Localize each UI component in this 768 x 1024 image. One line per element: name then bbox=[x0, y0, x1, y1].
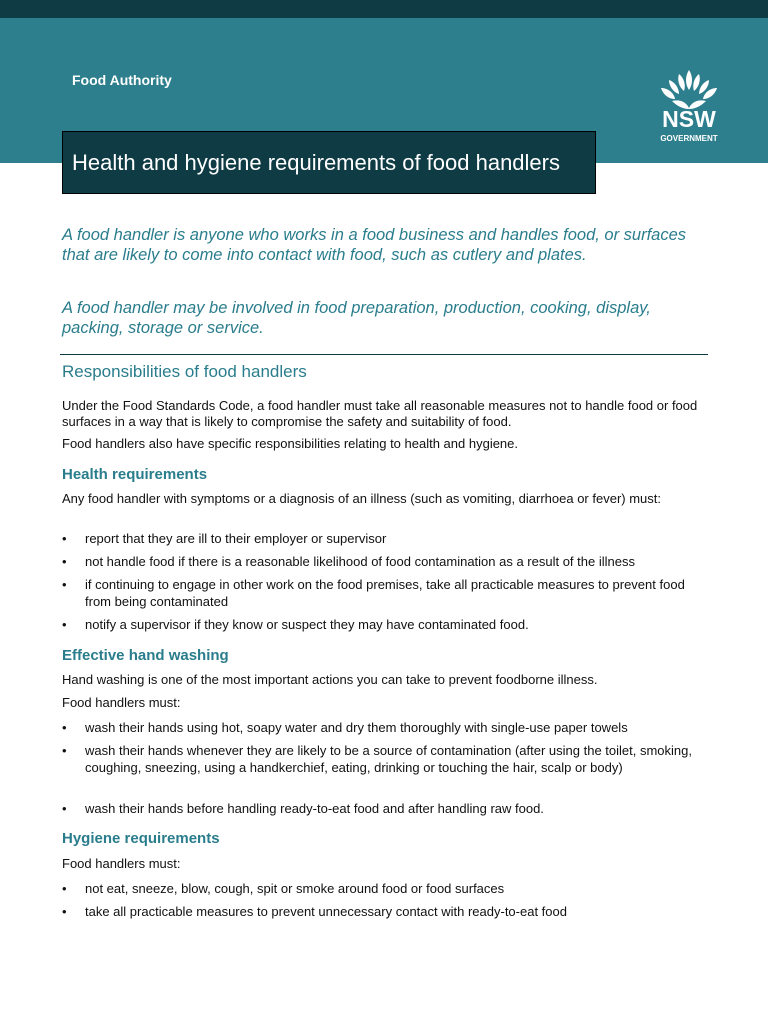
page-title: Health and hygiene requirements of food handlers bbox=[72, 150, 560, 175]
list-item-text: not handle food if there is a reasonable likelihood of food contamination as a result of the illness bbox=[85, 554, 635, 569]
list-item: • wash their hands using hot, soapy water and dry them thoroughly with single-use paper towels bbox=[62, 720, 628, 735]
list-item-text: wash their hands before handling ready-to-eat food and after handling raw food. bbox=[85, 801, 544, 816]
heading-health-requirements: Health requirements bbox=[62, 466, 208, 483]
heading-hygiene-requirements: Hygiene requirements bbox=[62, 830, 220, 847]
intro-paragraph-2: A food handler may be involved in food preparation, production, cooking, display, packing, storage or service. bbox=[62, 299, 651, 337]
handwashing-lead-2: Food handlers must: bbox=[62, 695, 181, 710]
responsibilities-paragraph-1: Under the Food Standards Code, a food handler must take all reasonable measures not to handle food or food surfaces in a way that is likely to compromise the safety and suitability of food. bbox=[62, 398, 698, 429]
nsw-government-logo bbox=[652, 68, 726, 146]
list-item: • wash their hands before handling ready-to-eat food and after handling raw food. bbox=[62, 801, 544, 816]
list-item-text: take all practicable measures to prevent unnecessary contact with ready-to-eat food bbox=[85, 904, 567, 919]
logo-wordmark: NSW bbox=[662, 106, 716, 132]
list-item: • if continuing to engage in other work on the food premises, take all practicable measures to prevent food from being contaminated bbox=[62, 577, 685, 609]
section-divider bbox=[60, 354, 708, 355]
hygiene-lead: Food handlers must: bbox=[62, 856, 181, 871]
list-item: • report that they are ill to their employer or supervisor bbox=[62, 531, 387, 546]
list-item-text: report that they are ill to their employer or supervisor bbox=[85, 531, 387, 546]
list-item-text: not eat, sneeze, blow, cough, spit or smoke around food or food surfaces bbox=[85, 881, 505, 896]
list-item: • wash their hands whenever they are likely to be a source of contamination (after using the toilet, smoking, coughing, sneezing, using a handkerchief, eating, drinking or touching the hair, scalp or body) bbox=[62, 743, 692, 775]
heading-hand-washing: Effective hand washing bbox=[62, 647, 229, 664]
section-heading-responsibilities: Responsibilities of food handlers bbox=[62, 362, 307, 381]
list-item: • not eat, sneeze, blow, cough, spit or smoke around food or food surfaces bbox=[62, 881, 505, 896]
intro-paragraph-1: A food handler is anyone who works in a food business and handles food, or surfaces that are likely to come into contact with food, such as cutlery and plates. bbox=[62, 226, 687, 264]
list-item: • notify a supervisor if they know or suspect they may have contaminated food. bbox=[62, 617, 529, 632]
list-item-text: if continuing to engage in other work on the food premises, take all practicable measures to prevent food from being contaminated bbox=[85, 577, 685, 609]
list-item-text: notify a supervisor if they know or suspect they may have contaminated food. bbox=[85, 617, 529, 632]
top-bar bbox=[0, 0, 768, 18]
logo-subtext: GOVERNMENT bbox=[660, 134, 718, 143]
list-item: • not handle food if there is a reasonable likelihood of food contamination as a result of the illness bbox=[62, 554, 635, 569]
list-item-text: wash their hands whenever they are likely to be a source of contamination (after using the toilet, smoking, coughing, sneezing, using a handkerchief, eating, drinking or touching the hair, scalp or body) bbox=[85, 743, 692, 775]
list-item: • take all practicable measures to prevent unnecessary contact with ready-to-eat food bbox=[62, 904, 567, 919]
responsibilities-paragraph-2: Food handlers also have specific responsibilities relating to health and hygiene. bbox=[62, 436, 519, 451]
agency-name: Food Authority bbox=[72, 72, 172, 88]
title-box bbox=[62, 131, 596, 194]
handwashing-lead-1: Hand washing is one of the most important actions you can take to prevent foodborne illness. bbox=[62, 672, 598, 687]
list-item-text: wash their hands using hot, soapy water and dry them thoroughly with single-use paper towels bbox=[85, 720, 628, 735]
health-lead: Any food handler with symptoms or a diagnosis of an illness (such as vomiting, diarrhoea or fever) must: bbox=[62, 491, 661, 506]
waratah-icon bbox=[652, 68, 726, 110]
